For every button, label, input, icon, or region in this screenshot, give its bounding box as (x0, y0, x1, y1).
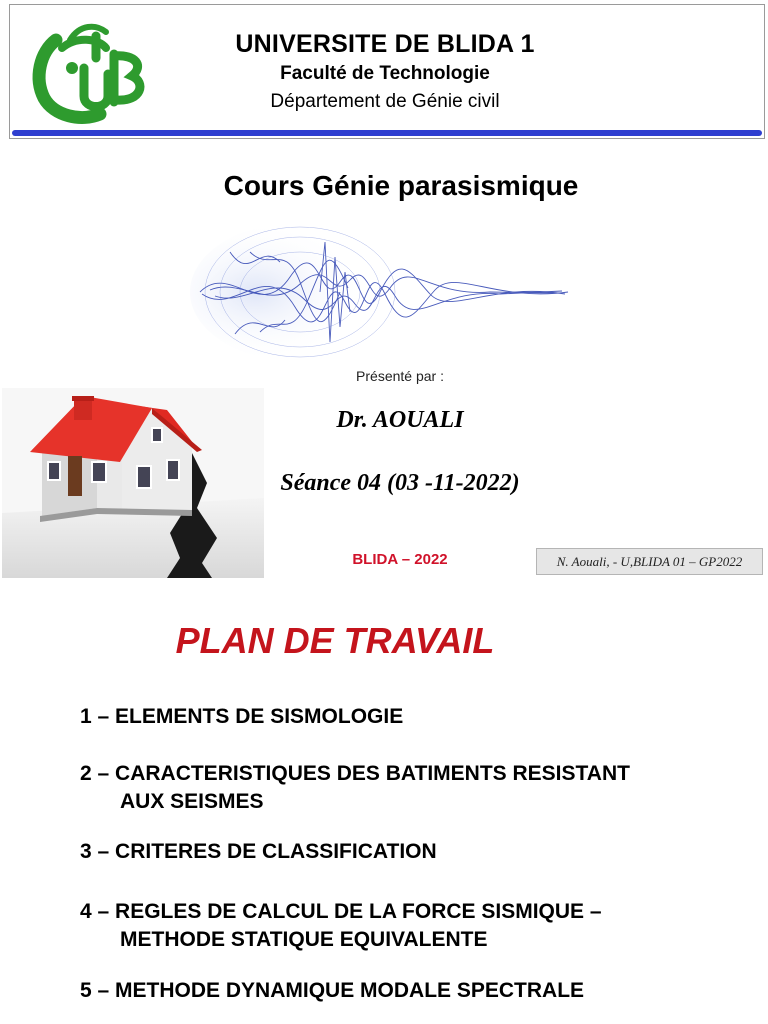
author-footer-tag: N. Aouali, - U,BLIDA 01 – GP2022 (536, 548, 763, 575)
department-name: Département de Génie civil (270, 91, 500, 112)
plan-item-1 (80, 703, 740, 731)
course-title: Cours Génie parasismique (223, 170, 579, 201)
plan-item-5 (80, 977, 740, 1005)
plan-item-text: 5 – METHODE DYNAMIQUE MODALE SPECTRALE (80, 979, 585, 1002)
university-title: UNIVERSITE DE BLIDA 1 (235, 30, 535, 58)
presented-by-label: Présenté par : (356, 368, 444, 384)
city-year-label: BLIDA – 2022 (352, 551, 448, 568)
plan-title: PLAN DE TRAVAIL (175, 620, 495, 661)
session-info: Séance 04 (03 -11-2022) (280, 470, 520, 496)
plan-item-text: 1 – ELEMENTS DE SISMOLOGIE (80, 705, 404, 728)
plan-item-2 (80, 760, 740, 816)
seismogram-icon (190, 222, 575, 362)
plan-item-text: 2 – CARACTERISTIQUES DES BATIMENTS RESISTANT (80, 762, 630, 785)
presenter-name: Dr. AOUALI (336, 407, 464, 433)
plan-item-continuation: AUX SEISMES (120, 790, 264, 813)
plan-item-3 (80, 838, 740, 866)
plan-item-4 (80, 898, 740, 954)
plan-item-text: 4 – REGLES DE CALCUL DE LA FORCE SISMIQUE – (80, 900, 602, 923)
faculty-name: Faculté de Technologie (280, 63, 490, 84)
plan-item-continuation: METHODE STATIQUE EQUIVALENTE (120, 928, 488, 951)
university-logo-icon (26, 18, 156, 126)
header-accent-bar (12, 130, 762, 136)
plan-item-text: 3 – CRITERES DE CLASSIFICATION (80, 840, 437, 863)
